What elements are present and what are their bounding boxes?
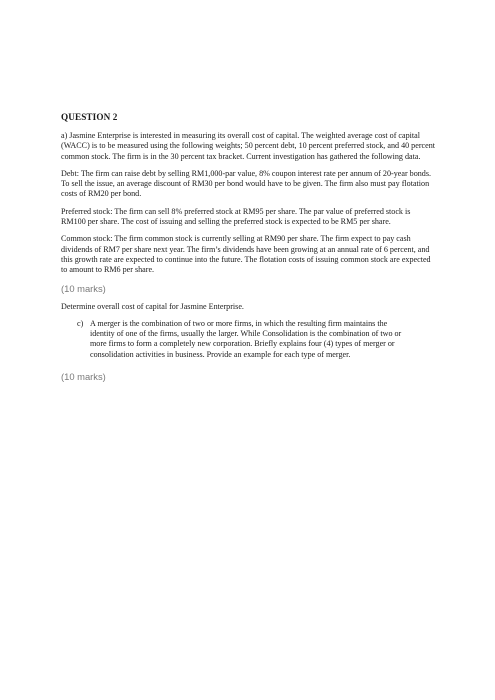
part-a-intro: a) Jasmine Enterprise is interested in measuring its overall cost of capital. The weighted average cost of capital (WACC) is to be measured using the following weights; 50 percent debt, 10 percent preferred stock, and 40 percent common stock. The firm is in the 30 percent tax bracket. Current investigation has gathered the following data. [61, 131, 435, 161]
determine-instruction: Determine overall cost of capital for Jasmine Enterprise. [61, 301, 244, 311]
debt-paragraph: Debt: The firm can raise debt by selling RM1,000-par value, 8% coupon interest rate per annum of 20-year bonds. To sell the issue, an average discount of RM30 per bond would have to be given. The firm also must pay flotation costs of RM20 per bond. [61, 168, 432, 199]
question-title: QUESTION 2 [61, 112, 118, 122]
part-c-label: c) [77, 318, 84, 328]
preferred-stock-paragraph: Preferred stock: The firm can sell 8% preferred stock at RM95 per share. The par value of preferred stock is RM100 per share. The cost of issuing and selling the preferred stock is expected to be RM5 per share. [61, 206, 411, 227]
marks-label-2: (10 marks) [61, 371, 106, 383]
common-stock-paragraph: Common stock: The firm common stock is currently selling at RM90 per share. The firm expect to pay cash dividends of RM7 per share next year. The firm’s dividends have been growing at an annual rate of 6 percent, and this growth rate are expected to continue into the future. The flotation costs of issuing common stock are expected to amount to RM6 per share. [61, 234, 431, 275]
marks-label-1: (10 marks) [61, 282, 106, 294]
part-c-item [61, 319, 437, 360]
document-page [61, 112, 437, 390]
part-c-text: A merger is the combination of two or more firms, in which the resulting firm maintains the identity of one of the firms, usually the larger. While Consolidation is the combination of two or more firms to form a completely new corporation. Briefly explains four (4) types of merger or consolidation activities in business. Provide an example for each type of merger. [90, 318, 402, 359]
